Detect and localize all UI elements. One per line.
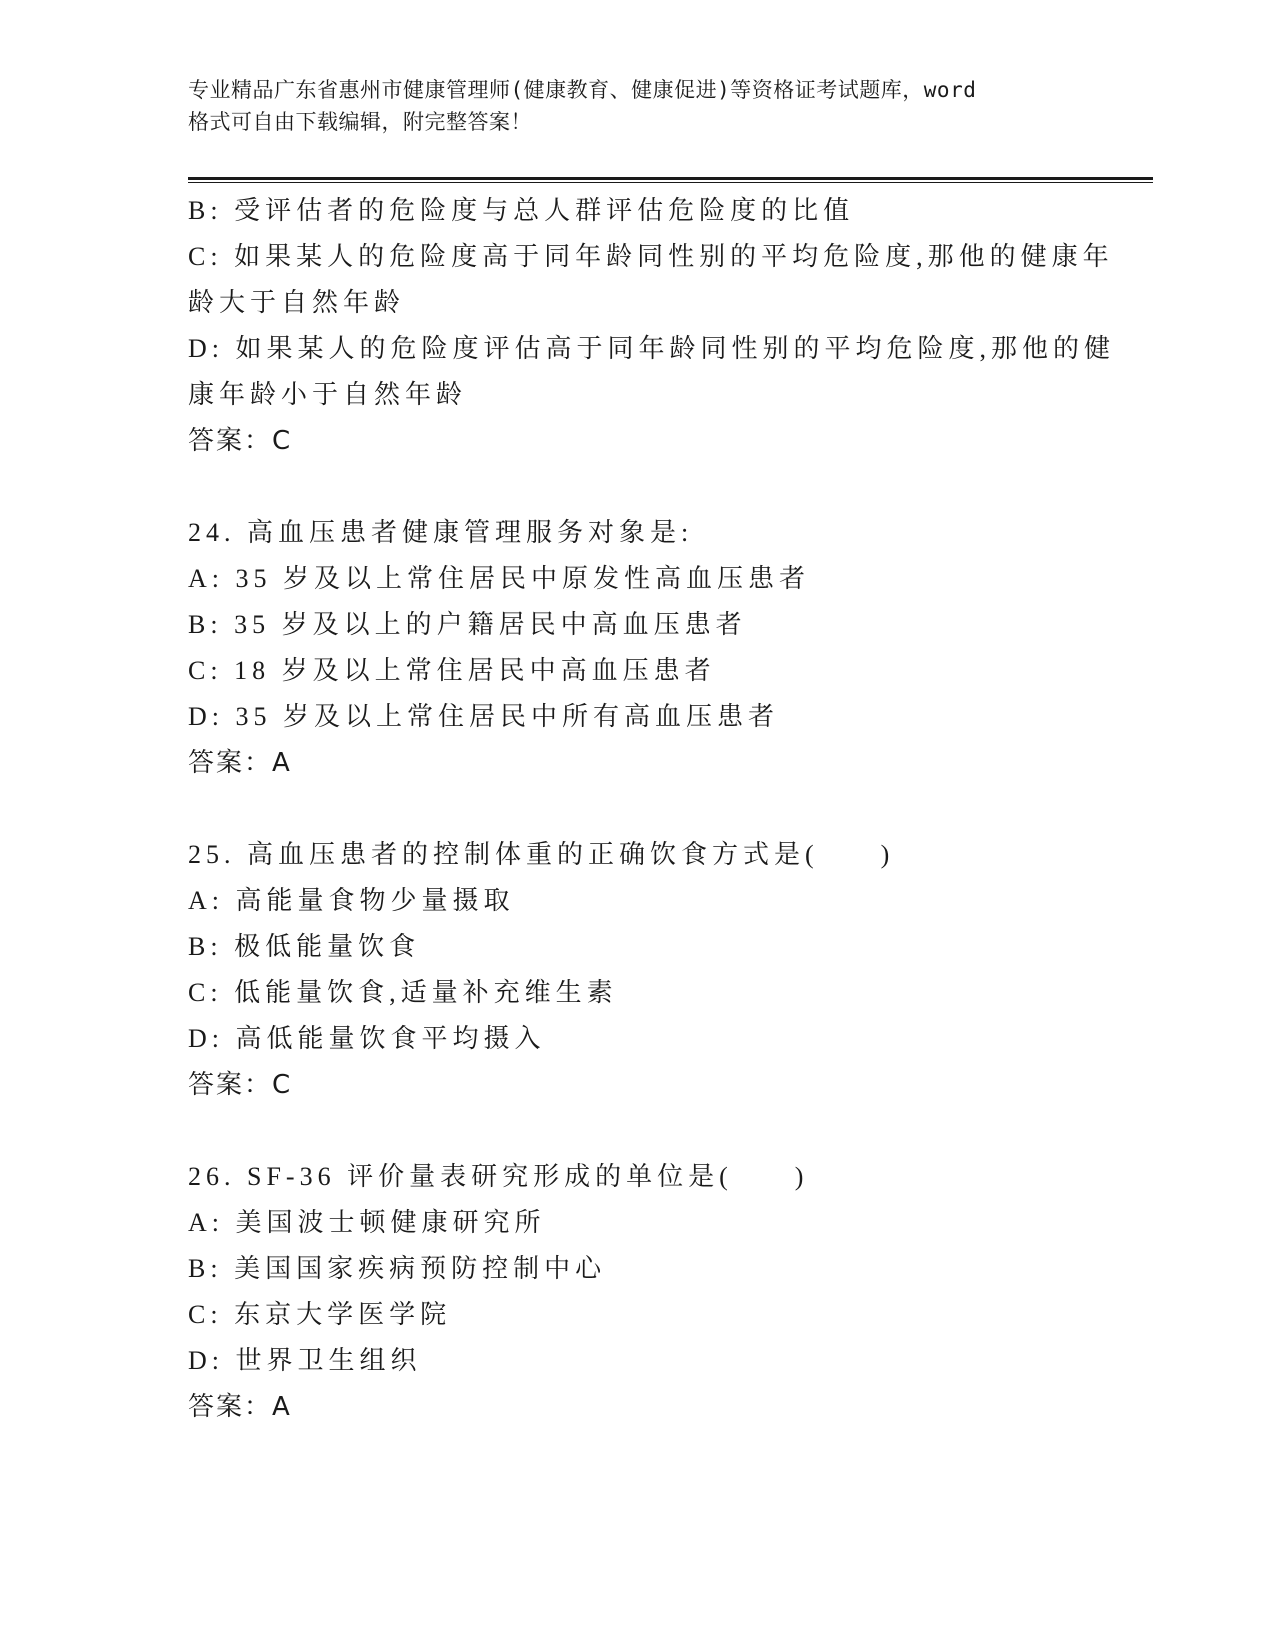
spacer: [188, 464, 1068, 510]
answer-line: 答案：C: [188, 1070, 293, 1100]
question-block-24: [188, 510, 1068, 786]
option-c-continued: 龄大于自然年龄: [188, 288, 406, 317]
answer-line: 答案：A: [188, 1392, 292, 1422]
header-line-2: 格式可自由下载编辑，附完整答案！: [188, 110, 532, 134]
spacer: [188, 1108, 1068, 1154]
question-block-25: [188, 832, 1068, 1108]
question-list: [188, 188, 1116, 1430]
option-d: D: 高低能量饮食平均摄入: [188, 1024, 546, 1053]
option-c: C: 东京大学医学院: [188, 1300, 452, 1329]
option-d: D: 世界卫生组织: [188, 1346, 422, 1375]
option-d: D: 35 岁及以上常住居民中所有高血压患者: [188, 702, 780, 731]
option-b: B: 35 岁及以上的户籍居民中高血压患者: [188, 610, 747, 639]
option-a: A: 高能量食物少量摄取: [188, 886, 515, 915]
option-a: A: 35 岁及以上常住居民中原发性高血压患者: [188, 564, 811, 593]
option-b: B: 受评估者的危险度与总人群评估危险度的比值: [188, 196, 855, 225]
question-block-23: [188, 188, 1116, 464]
option-b: B: 美国国家疾病预防控制中心: [188, 1254, 607, 1283]
header-divider-thin: [188, 182, 1153, 183]
option-b: B: 极低能量饮食: [188, 932, 421, 961]
header-line-1: 专业精品广东省惠州市健康管理师(健康教育、健康促进)等资格证考试题库，word: [188, 78, 977, 102]
option-d: D: 如果某人的危险度评估高于同年龄同性别的平均危险度,那他的健: [188, 334, 1116, 363]
option-c: C: 如果某人的危险度高于同年龄同性别的平均危险度,那他的健康年: [188, 242, 1114, 271]
question-text: 26. SF-36 评价量表研究形成的单位是( ): [188, 1162, 809, 1191]
answer-line: 答案：A: [188, 748, 292, 778]
option-c: C: 18 岁及以上常住居民中高血压患者: [188, 656, 716, 685]
option-d-continued: 康年龄小于自然年龄: [188, 380, 468, 409]
option-a: A: 美国波士顿健康研究所: [188, 1208, 546, 1237]
header-divider-thick: [188, 177, 1153, 180]
option-c: C: 低能量饮食,适量补充维生素: [188, 978, 618, 1007]
question-text: 24. 高血压患者健康管理服务对象是:: [188, 518, 694, 547]
answer-line: 答案：C: [188, 426, 293, 456]
question-text: 25. 高血压患者的控制体重的正确饮食方式是( ): [188, 840, 895, 869]
page-header: [188, 74, 1088, 138]
spacer: [188, 786, 1068, 832]
question-block-26: [188, 1154, 1068, 1430]
